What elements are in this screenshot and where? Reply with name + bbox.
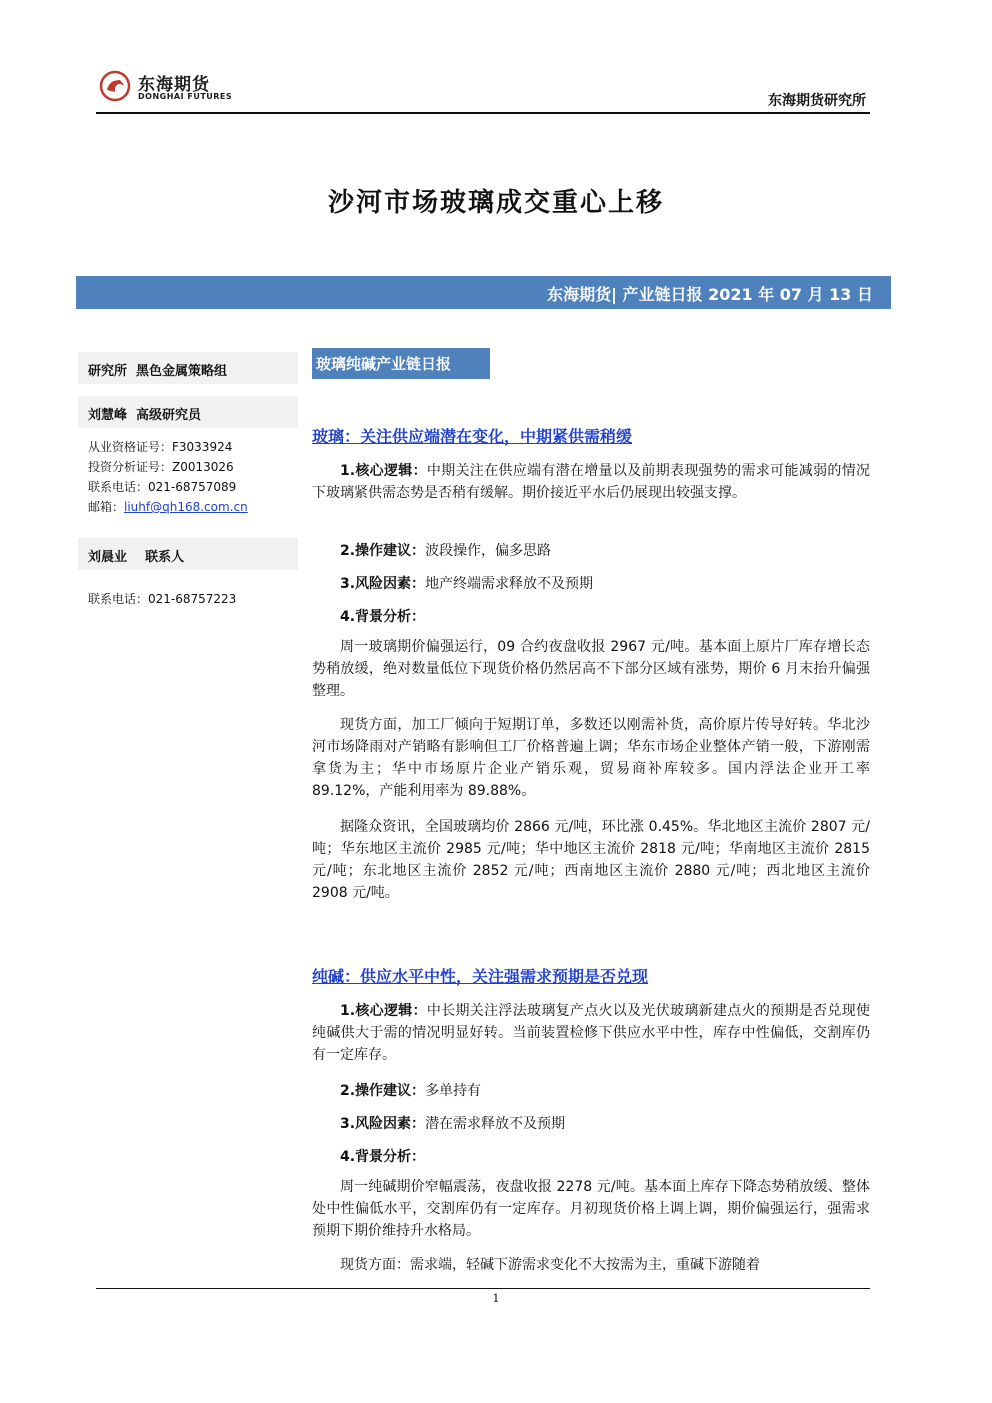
analyst2-phone: 联系电话：021-68757223	[88, 592, 237, 606]
glass-advice	[340, 540, 551, 560]
glass-section-title[interactable]: 玻璃：关注供应端潜在变化，中期紧供需稍缓	[312, 427, 633, 446]
analyst1-email-link[interactable]: liuhf@qh168.com.cn	[124, 500, 248, 514]
sidebar-dept-text: 研究所 黑色金属策略组	[88, 364, 228, 379]
soda-advice-text: 多单持有	[425, 1083, 482, 1099]
soda-risk	[340, 1113, 565, 1133]
glass-background-heading	[340, 606, 425, 626]
analyst1-invest-cert: 投资分析证号：Z0013026	[88, 460, 234, 474]
footer-divider	[96, 1288, 870, 1289]
soda-logic-label: 1.核心逻辑：	[340, 1003, 427, 1019]
page-number: 1	[492, 1292, 500, 1305]
header-divider	[96, 112, 870, 114]
analyst2-name: 刘晨业 联系人	[88, 550, 185, 565]
soda-logic	[312, 1000, 870, 1066]
analyst1-phone: 联系电话：021-68757089	[88, 480, 237, 494]
soda-section-title[interactable]: 纯碱：供应水平中性，关注强需求预期是否兑现	[312, 967, 649, 986]
email-label: 邮箱：	[88, 500, 125, 514]
report-tag-text: 玻璃纯碱产业链日报	[316, 355, 452, 373]
glass-logic	[312, 460, 870, 504]
report-banner	[76, 276, 891, 309]
report-tag	[312, 348, 490, 379]
glass-bg-label: 4.背景分析：	[340, 609, 426, 625]
sidebar-analyst1-header	[78, 396, 298, 428]
dragon-logo-icon	[98, 68, 132, 104]
analyst1-name: 刘慧峰 高级研究员	[88, 408, 202, 423]
glass-logic-text: 中期关注在供应端有潜在增量以及前期表现强势的需求可能减弱的情况下玻璃紧供需态势是否稍有缓解。期价接近平水后仍展现出较强支撑。	[312, 463, 871, 501]
soda-advice-label: 2.操作建议：	[340, 1083, 426, 1099]
glass-risk	[340, 573, 593, 593]
analyst1-email-row	[88, 498, 248, 515]
soda-advice	[340, 1080, 481, 1100]
soda-bg-p2: 现货方面：需求端，轻碱下游需求变化不大按需为主，重碱下游随着	[340, 1257, 760, 1273]
header-org: 东海期货研究所	[768, 93, 866, 109]
soda-background-heading	[340, 1146, 425, 1166]
logo-cn-text: 东海期货	[138, 75, 210, 95]
soda-bg-p1: 周一纯碱期价窄幅震荡，夜盘收报 2278 元/吨。基本面上库存下降态势稍放缓、整体处中性偏低水平，交割库仍有一定库存。月初现货价格上调上调，期价偏强运行，强需求预期下期价维持升水格局。	[312, 1179, 870, 1239]
company-logo	[98, 66, 233, 106]
glass-bg-p3: 据隆众资讯，全国玻璃均价 2866 元/吨，环比涨 0.45%。华北地区主流价 2807 元/吨；华东地区主流价 2985 元/吨；华中地区主流价 2818 元/吨；华南地区主流价 2815 元/吨；东北地区主流价 2852 元/吨；西南地区主流价 2880 元/吨；西北地区主流价 2908 元/吨。	[312, 819, 870, 901]
sidebar-analyst2-header	[78, 538, 298, 570]
glass-bg-p2: 现货方面，加工厂倾向于短期订单，多数还以刚需补货，高价原片传导好转。华北沙河市场降雨对产销略有影响但工厂价格普遍上调；华东市场企业整体产销一般，下游刚需拿货为主；华中市场原片企业产销乐观，贸易商补库较多。国内浮法企业开工率 89.12%，产能利用率为 89.88%。	[312, 717, 870, 799]
logo-en-text: DONGHAI FUTURES	[138, 92, 233, 101]
soda-risk-label: 3.风险因素：	[340, 1116, 426, 1132]
glass-logic-label: 1.核心逻辑：	[340, 463, 427, 479]
banner-text: 东海期货| 产业链日报 2021 年 07 月 13 日	[547, 285, 873, 304]
analyst1-qual-cert: 从业资格证号：F3033924	[88, 440, 233, 454]
soda-risk-text: 潜在需求释放不及预期	[425, 1116, 566, 1132]
sidebar-dept	[78, 352, 298, 384]
soda-bg-label: 4.背景分析：	[340, 1149, 426, 1165]
glass-risk-label: 3.风险因素：	[340, 576, 426, 592]
glass-advice-label: 2.操作建议：	[340, 543, 426, 559]
glass-advice-text: 波段操作，偏多思路	[425, 543, 552, 559]
glass-bg-p1: 周一玻璃期价偏强运行，09 合约夜盘收报 2967 元/吨。基本面上原片厂库存增长态势稍放缓，绝对数量低位下现货价格仍然居高不下部分区域有涨势，期价 6 月末抬升偏强整理。	[312, 639, 870, 699]
glass-risk-text: 地产终端需求释放不及预期	[425, 576, 594, 592]
document-title: 沙河市场玻璃成交重心上移	[327, 188, 664, 218]
soda-logic-text: 中长期关注浮法玻璃复产点火以及光伏玻璃新建点火的预期是否兑现使纯碱供大于需的情况明显好转。当前装置检修下供应水平中性，库存中性偏低，交割库仍有一定库存。	[312, 1003, 871, 1063]
